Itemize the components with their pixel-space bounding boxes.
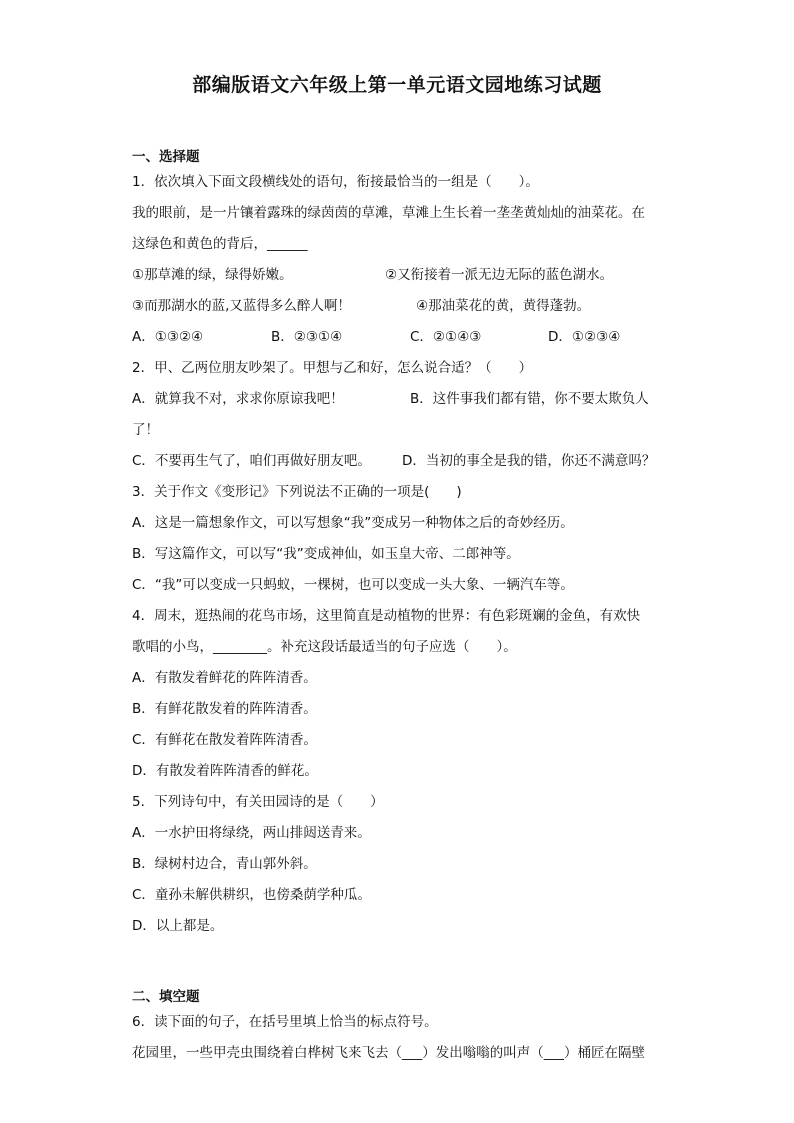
- q2-option-a: A．就算我不对，求求你原谅我吧！: [132, 391, 344, 407]
- q1-option-a: A．①③②④: [132, 329, 204, 345]
- q2-option-b-continued: 了！: [132, 422, 159, 438]
- q1-sentence-1: ①那草滩的绿，绿得娇嫩。: [132, 267, 293, 283]
- q5-option-c: C．童孙未解供耕织，也傍桑荫学种瓜。: [132, 887, 371, 903]
- q5-option-a: A．一水护田将绿绕，两山排闼送青来。: [132, 825, 371, 841]
- q3-option-b: B．写这篇作文，可以写“我”变成神仙，如玉皇大帝、二郎神等。: [132, 546, 520, 562]
- q2-option-d: D．当初的事全是我的错，你还不满意吗？: [402, 453, 656, 469]
- q2-stem: 2．甲、乙两位朋友吵架了。甲想与乙和好，怎么说合适？（ ）: [132, 360, 533, 376]
- q3-stem: 3．关于作文《变形记》下列说法不正确的一项是( ): [132, 484, 462, 500]
- q5-stem: 5．下列诗句中，有关田园诗的是（ ）: [132, 794, 384, 810]
- q1-passage-line-2: 这绿色和黄色的背后，______: [132, 236, 308, 252]
- q1-sentence-3: ③而那湖水的蓝,又蓝得多么醉人啊！: [132, 298, 351, 314]
- q1-sentence-4: ④那油菜花的黄，黄得蓬勃。: [416, 298, 591, 314]
- q2-option-c: C．不要再生气了，咱们再做好朋友吧。: [132, 453, 371, 469]
- section-heading-fill: 二、填空题: [132, 989, 200, 1005]
- q1-option-d: D．①②③④: [548, 329, 621, 345]
- q3-option-a: A．这是一篇想象作文，可以写想象“我”变成另一种物体之后的奇妙经历。: [132, 515, 574, 531]
- q4-option-b: B．有鲜花散发着的阵阵清香。: [132, 701, 317, 717]
- q4-stem-line-2: 歌唱的小鸟，________。补充这段话最适当的句子应选（ ）。: [132, 639, 517, 655]
- q1-option-c: C．②①④③: [410, 329, 482, 345]
- q1-sentence-2: ②又衔接着一派无边无际的蓝色湖水。: [385, 267, 614, 283]
- q4-option-d: D．有散发着阵阵清香的鲜花。: [132, 763, 318, 779]
- q6-stem: 6．读下面的句子，在括号里填上恰当的标点符号。: [132, 1014, 438, 1030]
- q1-option-b: B．②③①④: [271, 329, 343, 345]
- section-heading-choice: 一、选择题: [132, 149, 200, 165]
- q2-option-b: B．这件事我们都有错，你不要太欺负人: [410, 391, 649, 407]
- q4-option-c: C．有鲜花在散发着阵阵清香。: [132, 732, 317, 748]
- page-title: 部编版语文六年级上第一单元语文园地练习试题: [192, 74, 602, 96]
- q5-option-d: D．以上都是。: [132, 918, 224, 934]
- q3-option-c: C．“我”可以变成一只蚂蚁，一棵树，也可以变成一头大象、一辆汽车等。: [132, 577, 574, 593]
- q5-option-b: B．绿树村边合，青山郭外斜。: [132, 856, 317, 872]
- q6-passage-line-1: 花园里，一些甲壳虫围绕着白桦树飞来飞去（___）发出嗡嗡的叫声（___）桶匠在隔壁: [132, 1045, 645, 1061]
- q4-stem-line-1: 4．周末，逛热闹的花鸟市场，这里简直是动植物的世界：有色彩斑斓的金鱼，有欢快: [132, 608, 641, 624]
- q1-passage-line-1: 我的眼前，是一片镶着露珠的绿茵茵的草滩，草滩上生长着一垄垄黄灿灿的油菜花。在: [132, 205, 645, 221]
- q4-option-a: A．有散发着鲜花的阵阵清香。: [132, 670, 317, 686]
- q1-stem: 1．依次填入下面文段横线处的语句，衔接最恰当的一组是（ ）。: [132, 174, 539, 190]
